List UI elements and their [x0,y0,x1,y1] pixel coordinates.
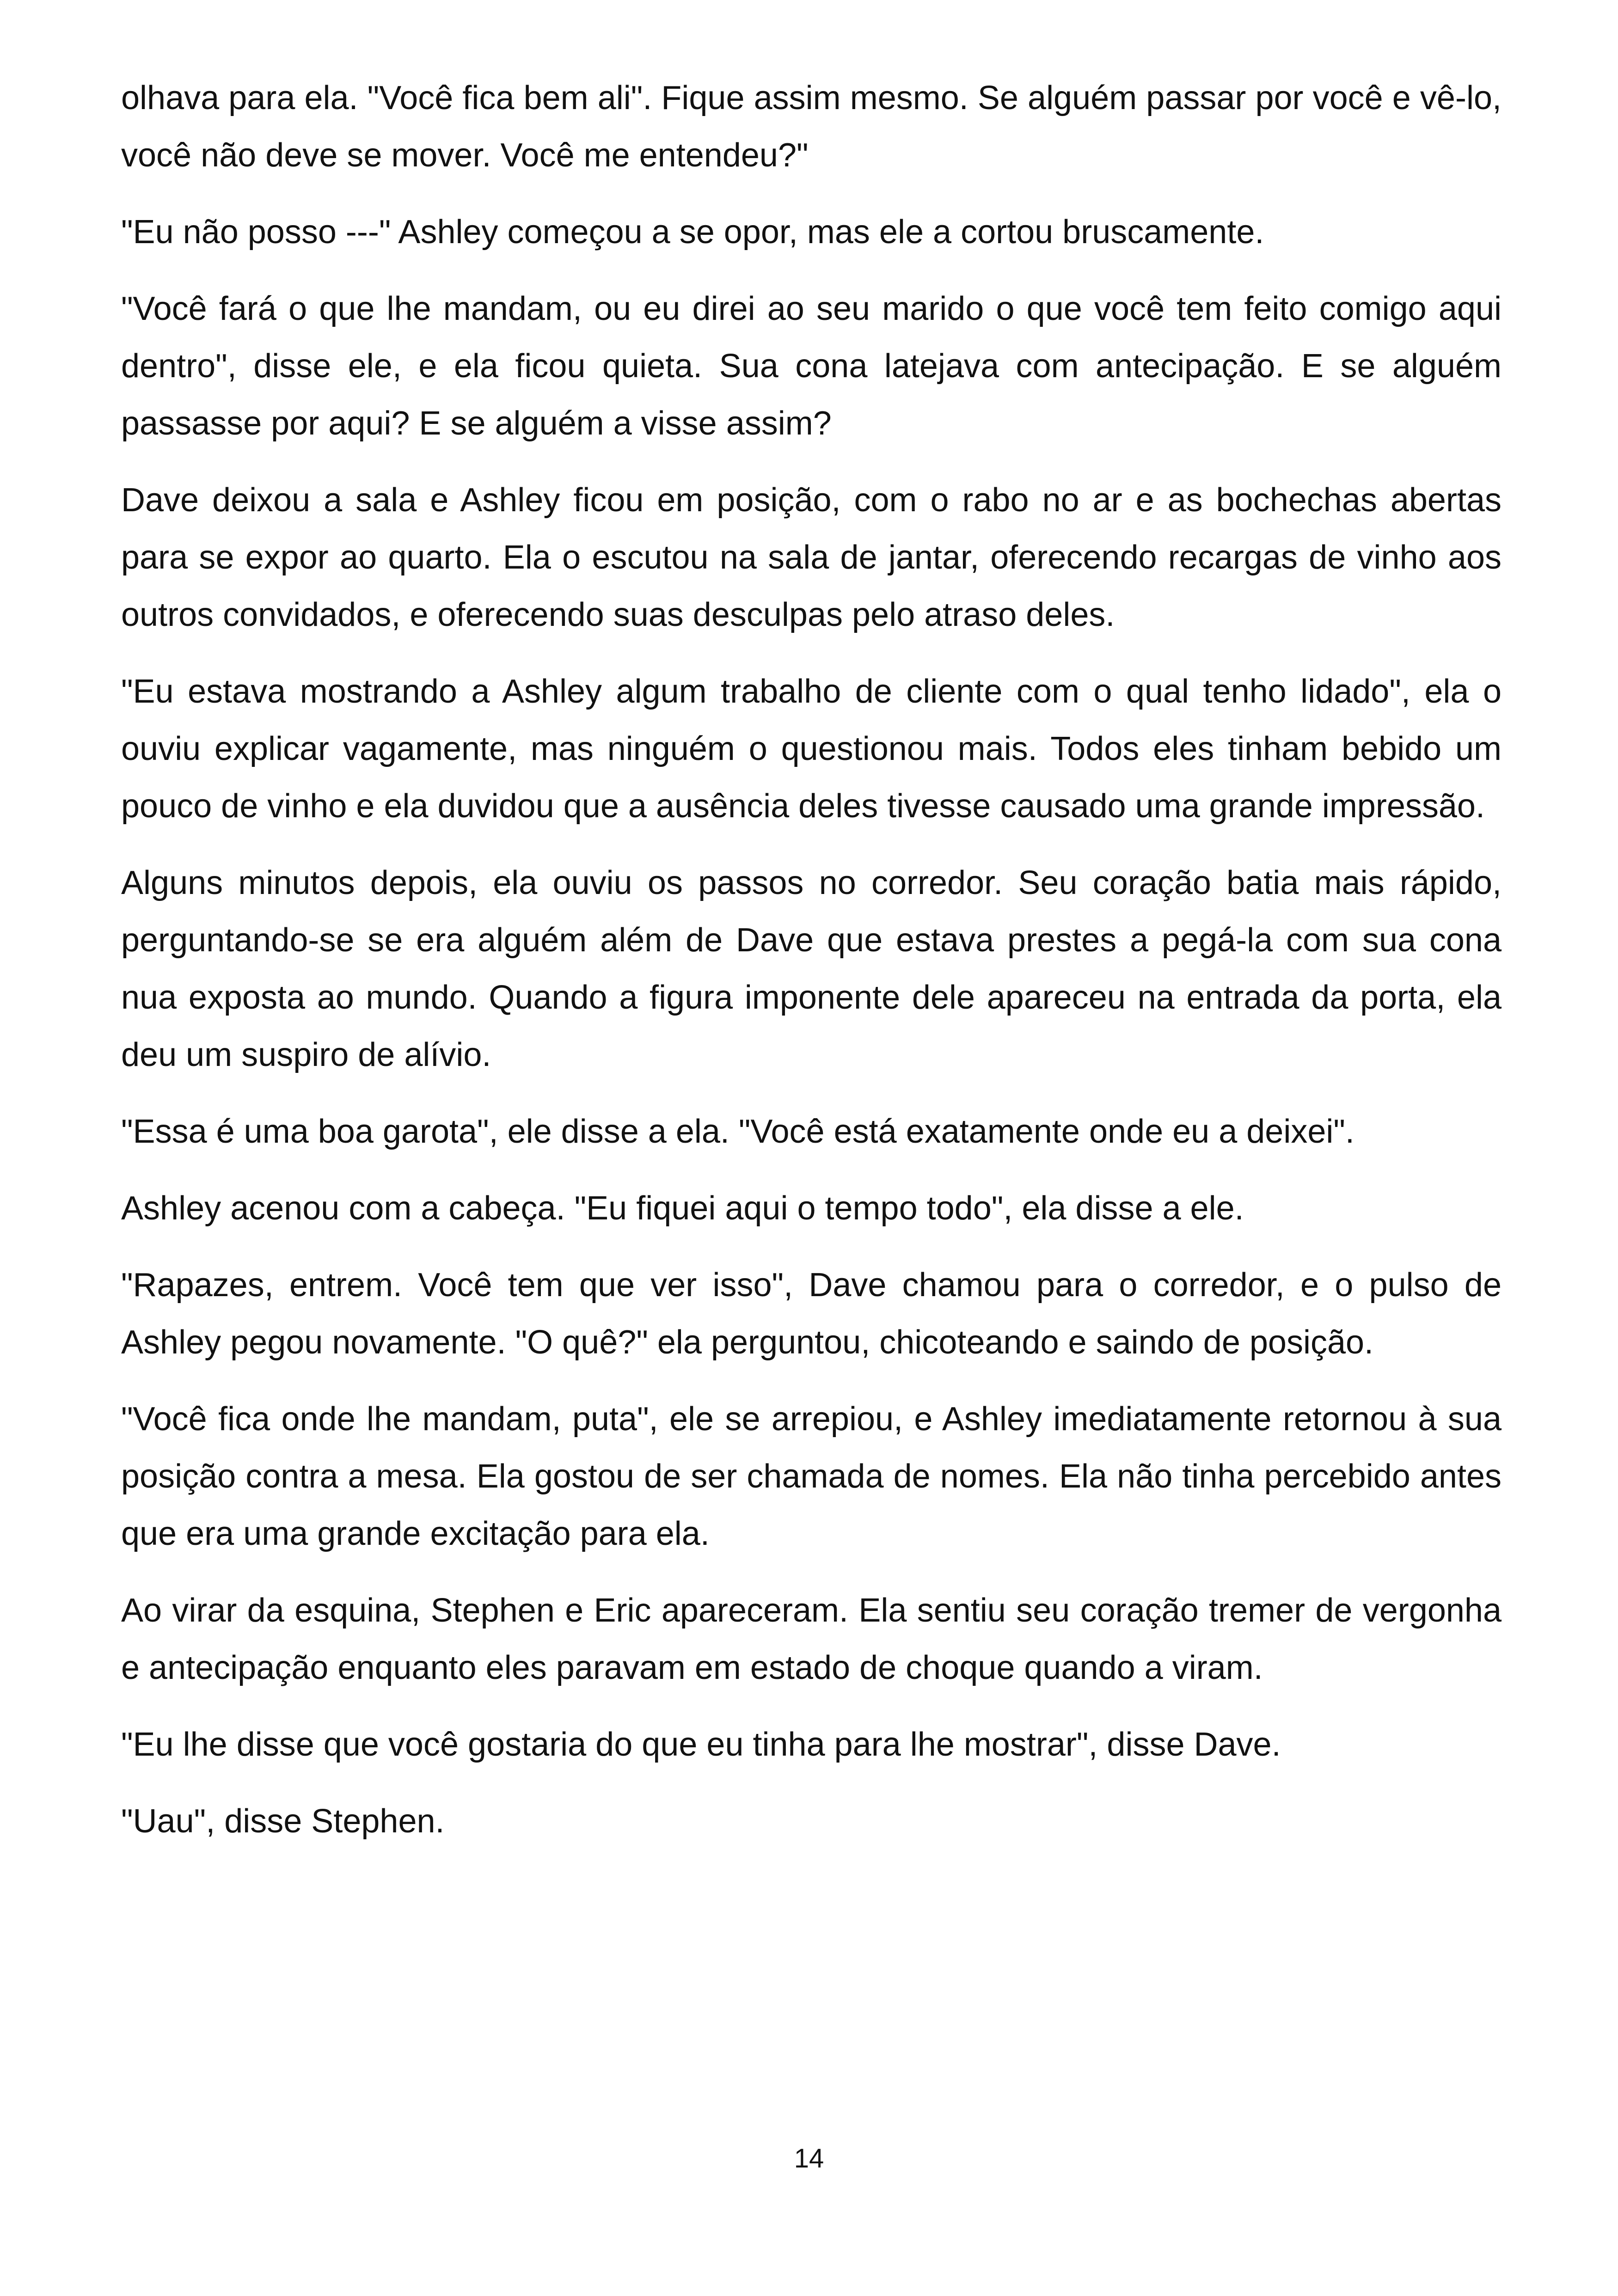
paragraph-1: olhava para ela. "Você fica bem ali". Fique assim mesmo. Se alguém passar por você e vê-lo, você não deve se mover. Você me entendeu?" [121,80,1502,174]
paragraph-10: "Você fica onde lhe mandam, puta", ele se arrepiou, e Ashley imediatamente retornou à sua posição contra a mesa. Ela gostou de ser chamada de nomes. Ela não tinha percebido antes que era uma grande excitação para ela. [121,1401,1502,1552]
paragraph-7: "Essa é uma boa garota", ele disse a ela. "Você está exatamente onde eu a deixei". [121,1113,1354,1150]
paragraph-9: "Rapazes, entrem. Você tem que ver isso", Dave chamou para o corredor, e o pulso de Ashley pegou novamente. "O quê?" ela perguntou, chicoteando e saindo de posição. [121,1267,1502,1361]
paragraph-2: "Eu não posso ---" Ashley começou a se opor, mas ele a cortou bruscamente. [121,214,1264,251]
paragraph-5: "Eu estava mostrando a Ashley algum trabalho de cliente com o qual tenho lidado", ela o ouviu explicar vagamente, mas ninguém o questionou mais. Todos eles tinham bebido um pouco de vinho e ela duvidou que a ausência deles tivesse causado uma grande impressão. [121,673,1502,825]
paragraph-13: "Uau", disse Stephen. [121,1803,445,1840]
paragraph-3: "Você fará o que lhe mandam, ou eu direi ao seu marido o que você tem feito comigo aqui dentro", disse ele, e ela ficou quieta. Sua cona latejava com antecipação. E se alguém passasse por aqui? E se alguém a visse assim? [121,290,1502,442]
paragraph-12: "Eu lhe disse que você gostaria do que eu tinha para lhe mostrar", disse Dave. [121,1726,1281,1763]
paragraph-11: Ao virar da esquina, Stephen e Eric apareceram. Ela sentiu seu coração tremer de vergonha e antecipação enquanto eles paravam em estado de choque quando a viram. [121,1592,1502,1686]
body-text [121,69,1502,1869]
page-number: 14 [794,2143,824,2174]
paragraph-6: Alguns minutos depois, ela ouviu os passos no corredor. Seu coração batia mais rápido, perguntando-se se era alguém além de Dave que estava prestes a pegá-la com sua cona nua exposta ao mundo. Quando a figura imponente dele apareceu na entrada da porta, ela deu um suspiro de alívio. [121,864,1502,1073]
paragraph-4: Dave deixou a sala e Ashley ficou em posição, com o rabo no ar e as bochechas abertas para se expor ao quarto. Ela o escutou na sala de jantar, oferecendo recargas de vinho aos outros convidados, e oferecendo suas desculpas pelo atraso deles. [121,482,1502,633]
paragraph-8: Ashley acenou com a cabeça. "Eu fiquei aqui o tempo todo", ela disse a ele. [121,1190,1244,1227]
